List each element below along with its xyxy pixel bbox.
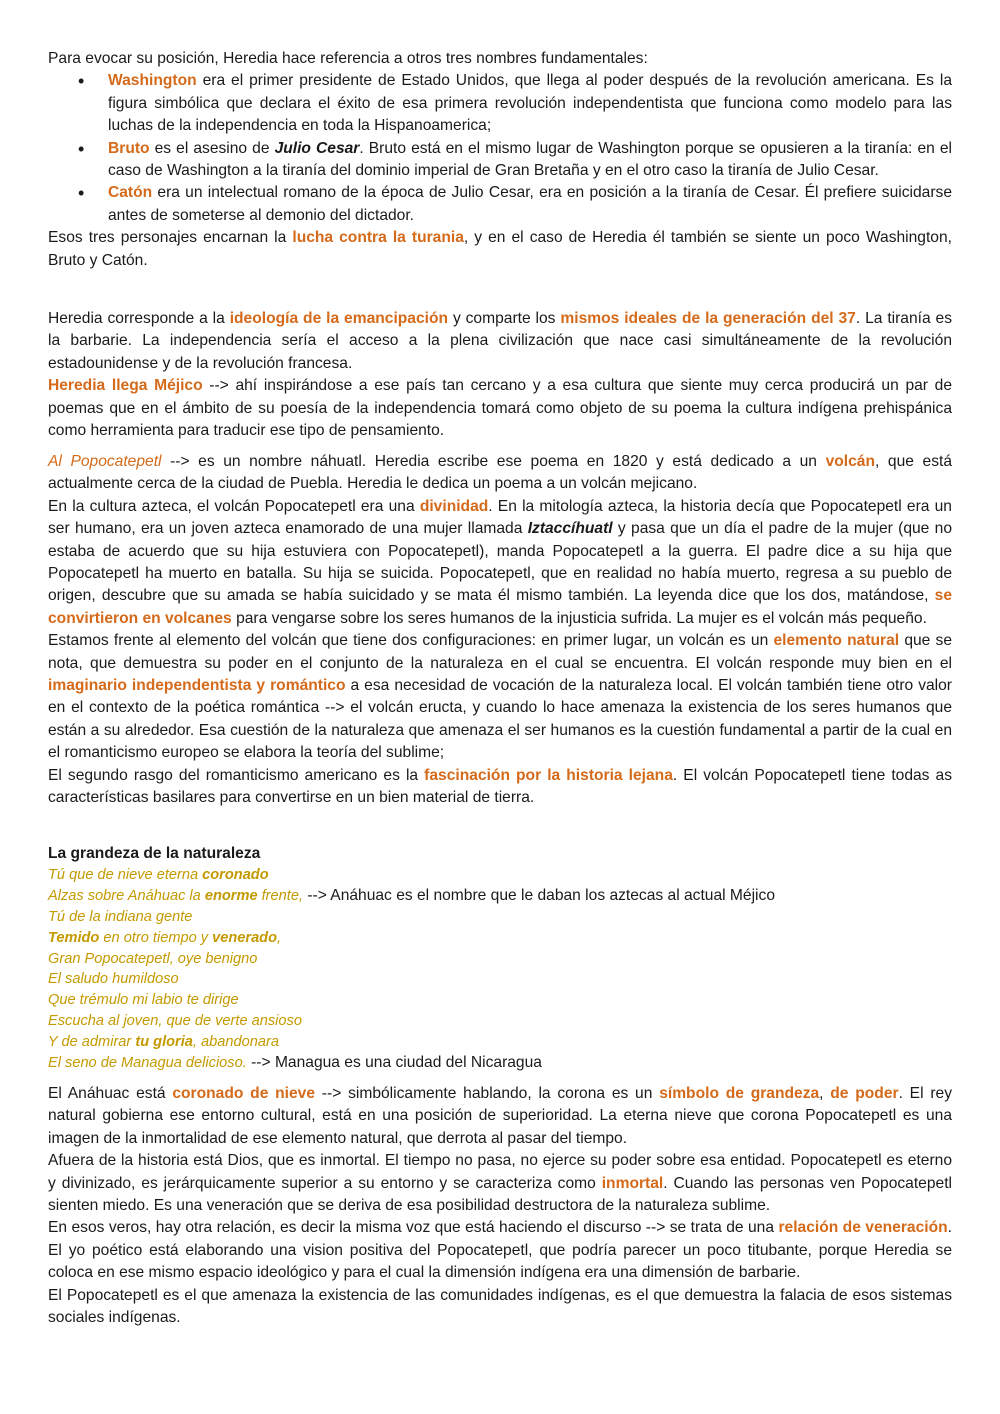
highlight: Heredia llega Méjico [48, 377, 203, 395]
paragraph-dios: Afuera de la historia está Dios, que es inmortal. El tiempo no pasa, no ejerce su poder sobre esa entidad. Popocatepetl es eterno y divinizado, es jerárquicamente superior a su entorno y se caracteriza como inmortal. Cuando las personas ven Popocatepetl sienten miedo. Es una veneración que se deriva de esa posibilidad destructora de la naturaleza sublime. [48, 1152, 952, 1215]
poem-emphasis: enorme [204, 888, 258, 905]
bullet-text: era el primer presidente de Estado Unidos, que llega al poder después de la revolución americana. Es la figura simbólica que declara el éxito de esa primera revolución independentista que funciona como modelo para las luchas de la independencia en toda la Hispanoamerica; [108, 72, 952, 135]
highlight: relación de veneración [778, 1219, 948, 1237]
poem-line [48, 907, 952, 928]
highlight: fascinación por la historia lejana [424, 766, 673, 784]
highlight: divinidad [419, 497, 489, 515]
paragraph-segundo-rasgo: El segundo rasgo del romanticismo americano es la fascinación por la historia lejana. El volcán Popocatepetl tiene todas as características basilares para convertirse en un bien material de tierra. [48, 766, 953, 807]
poem-verse [48, 971, 179, 987]
poem-line [48, 1011, 952, 1032]
highlight: inmortal [601, 1174, 664, 1192]
bullet-list [48, 70, 952, 227]
bullet-washington [48, 70, 952, 137]
poem-text: Alzas sobre Anáhuac la [48, 888, 205, 905]
highlight: coronado de nieve [172, 1085, 316, 1102]
poem-line [48, 949, 952, 970]
poem-line [48, 865, 952, 886]
poem-verse [48, 867, 269, 883]
poem-emphasis: coronado [202, 867, 269, 884]
poem-heading: La grandeza de la naturaleza [48, 845, 261, 862]
poem-text: frente, [257, 888, 303, 905]
poem-line [48, 928, 952, 949]
paragraph-veneracion: En esos veros, hay otra relación, es decir la misma voz que está haciendo el discurso --> se trata de una relación de veneración. El yo poético está elaborando una vision positiva del Popocatepetl, que podría parecer un poco titubante, porque Heredia se coloca en ese mismo espacio ideológico y para el cual la dimensión indígena era una dimensión de barbarie. [48, 1219, 952, 1282]
section-analysis [48, 1083, 952, 1329]
poem-emphasis: venerado [212, 929, 278, 946]
emphasis-iztaccihuatl: Iztaccíhuatl [527, 520, 613, 538]
poem-text: Escucha al joven, que de verte ansioso [48, 1012, 302, 1029]
bullet-text: . Bruto está en el mismo lugar de Washington porque se opusieren a la tiranía: en el caso de Washington a la tiranía del dominio imperial de Gran Bretaña y en el otro caso la tiranía de Julio Cesar. [108, 139, 952, 180]
highlight: lucha contra la turania [292, 229, 464, 247]
bullet-caton [48, 182, 952, 227]
poem-text: El saludo humildoso [48, 971, 179, 988]
poem-note: --> Managua es una ciudad del Nicaragua [246, 1053, 542, 1071]
section-poem [48, 843, 952, 1073]
poem-line [48, 1053, 952, 1074]
poem-title: Al Popocatepetl [48, 453, 162, 470]
poem-text: Que trémulo mi labio te dirige [48, 992, 239, 1009]
paragraph-ideologia: Heredia corresponde a la ideología de la emancipación y comparte los mismos ideales de la generación del 37. La tiranía es la barbarie. La independencia sería el acceso a la plena civilización que nace casi simultáneamente de la revolución estadounidense y de la revolución francesa. [48, 310, 953, 372]
poem-verse [48, 888, 303, 904]
bullet-text: es el asesino de [149, 139, 275, 157]
section-popocatepetl [48, 451, 952, 810]
name-bruto: Bruto [108, 139, 150, 157]
poem-emphasis: Temido [48, 929, 100, 946]
highlight: volcán [825, 453, 875, 470]
poem-text: Tú que de nieve eterna [48, 867, 203, 884]
highlight: se convirtieron en volcanes [48, 587, 952, 627]
poem-text: El seno de Managua delicioso. [48, 1054, 247, 1071]
highlight: elemento natural [773, 632, 900, 650]
poem-verse [48, 909, 192, 925]
highlight: de poder [830, 1085, 899, 1102]
paragraph-al-popocatepetl: Al Popocatepetl --> es un nombre náhuatl. Heredia escribe ese poema en 1820 y está dedicado a un volcán, que está actualmente cerca de la ciudad de Puebla. Heredia le dedica un poema a un volcán mejicano. [48, 453, 952, 493]
paragraph-mejico: Heredia llega Méjico --> ahí inspirándose a ese país tan cercano y a esa cultura que siente muy cerca producirá un par de poemas que en el ámbito de su poesía de la independencia tomará como objeto de su poema la cultura indígena prehispánica como herramienta para traducir ese tipo de pensamiento. [48, 377, 952, 440]
poem-verse [48, 1013, 302, 1029]
poem-text: , abandonara [192, 1033, 279, 1050]
poem-text: en otro tiempo y [99, 929, 213, 946]
poem-verse [48, 1034, 279, 1050]
poem-text: , [277, 929, 282, 946]
poem-text: Tú de la indiana gente [48, 909, 193, 925]
section-emancipacion [48, 308, 952, 442]
intro-paragraph: Para evocar su posición, Heredia hace referencia a otros tres nombres fundamentales: [48, 50, 648, 67]
bullet-text: era un intelectual romano de la época de Julio Cesar, era en posición a la tiranía de Cesar. Él prefiere suicidarse antes de someterse al demonio del dictador. [108, 184, 952, 224]
paragraph-tres-personajes: Esos tres personajes encarnan la lucha contra la turania, y en el caso de Heredia él también se siente un poco Washington, Bruto y Catón. [48, 229, 952, 269]
poem-emphasis: tu gloria [135, 1033, 193, 1050]
section-intro [48, 48, 952, 272]
emphasis-julio-cesar: Julio Cesar [274, 139, 360, 157]
paragraph-amenaza: El Popocatepetl es el que amenaza la existencia de las comunidades indígenas, es el que demuestra la falacia de esos sistemas sociales indígenas. [48, 1286, 952, 1327]
highlight: imaginario independentista y romántico [48, 677, 346, 695]
name-washington: Washington [108, 72, 197, 90]
poem-text: Gran Popocatepetl, oye benigno [48, 950, 258, 967]
highlight: ideología de la emancipación [229, 310, 449, 327]
poem-line [48, 969, 952, 990]
poem-lines [48, 865, 952, 1073]
poem-text: Y de admirar [48, 1033, 136, 1050]
poem-line [48, 886, 952, 907]
bullet-bruto [48, 138, 952, 183]
highlight: símbolo de grandeza [659, 1085, 820, 1102]
paragraph-volcan-configuraciones: Estamos frente al elemento del volcán que tiene dos configuraciones: en primer lugar, un volcán es un elemento natural que se nota, que demuestra su poder en el conjunto de la naturaleza en el cual se encuentra. El volcán responde muy bien en el imaginario independentista y romántico a esa necesidad de vocación de la naturaleza local. El volcán también tiene otro valor en el contexto de la poética romántica --> el volcán eructa, y cuando lo hace amenaza la existencia de los seres humanos que están a su alrededor. Esa cuestión de la naturaleza que amenaza el ser humanos es la cuestión fundamental a partir de la cual en el romanticismo europeo se elabora la teoría del sublime; [48, 632, 953, 762]
highlight: mismos ideales de la generación del 37 [560, 310, 856, 327]
paragraph-cultura-azteca: En la cultura azteca, el volcán Popocatepetl era una divinidad. En la mitología azteca, la historia decía que Popocatepetl era un ser humano, era un joven azteca enamorado de una mujer llamada Iztaccíhuatl y pasa que un día el padre de la mujer (que no estaba de acuerdo que su hija estuviera con Popocatepetl), manda Popocatepetl a la guerra. El padre dice a su hija que Popocatepetl ha muerto en batalla. Su hija se suicida. Popocatepetl, que en realidad no había muerto, regresa a su pueblo de origen, descubre que su amada se había suicidado y se mata él mismo también. La leyenda dice que los dos, matándose, se convirtieron en volcanes para vengarse sobre los seres humanos de la injusticia sufrida. La mujer es el volcán más pequeño. [48, 497, 952, 627]
poem-verse [48, 992, 239, 1008]
poem-verse [48, 930, 281, 946]
paragraph-anahuac: El Anáhuac está coronado de nieve --> simbólicamente hablando, la corona es un símbolo de grandeza, de poder. El rey natural gobierna ese entorno cultural, está en una posición de superioridad. La eterna nieve que corona Popocatepetl es una imagen de la inmortalidad de ese elemento natural, que derrota al pasar del tiempo. [48, 1085, 952, 1147]
poem-line [48, 1032, 952, 1053]
poem-verse [48, 1055, 247, 1071]
poem-note: --> Anáhuac es el nombre que le daban los aztecas al actual Méjico [303, 887, 775, 905]
poem-verse [48, 951, 257, 967]
poem-line [48, 990, 952, 1011]
name-caton: Catón [108, 184, 153, 202]
